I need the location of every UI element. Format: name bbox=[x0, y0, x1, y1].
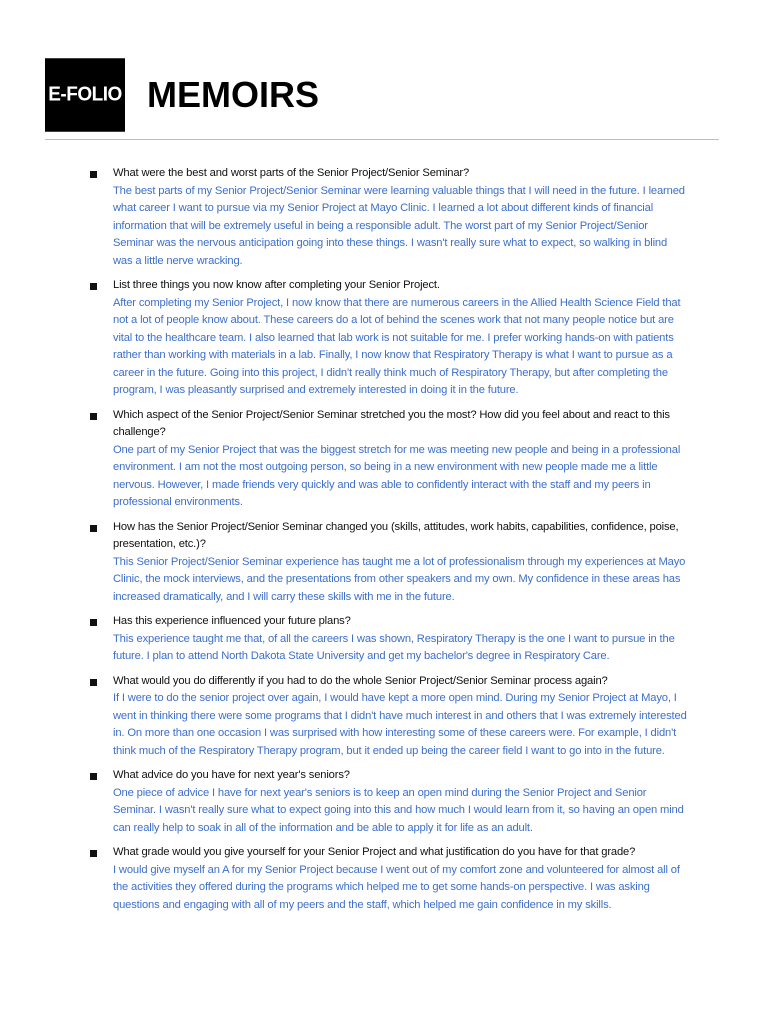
qa-item bbox=[88, 673, 688, 761]
question-text: What grade would you give yourself for your Senior Project and what justification do you have for that grade? bbox=[113, 846, 636, 858]
bullet-square-icon bbox=[90, 525, 97, 532]
qa-item bbox=[88, 613, 688, 666]
answer-text: This Senior Project/Senior Seminar experience has taught me a lot of professionalism through my experiences at Mayo Clinic, the mock interviews, and the presentations from other speakers and my own. My confidence in these areas has increased dramatically, and I will carry these skills with me in the future. bbox=[113, 555, 686, 603]
bullet-square-icon bbox=[90, 773, 97, 780]
qa-item bbox=[88, 165, 688, 270]
question-text: How has the Senior Project/Senior Seminar changed you (skills, attitudes, work habits, capabilities, confidence, poise, presentation, etc.)? bbox=[113, 520, 679, 550]
bullet-square-icon bbox=[90, 413, 97, 420]
efolio-logo: E-FOLIO bbox=[45, 58, 125, 132]
answer-text: The best parts of my Senior Project/Senior Seminar were learning valuable things that I will need in the future. I learned what career I want to pursue via my Senior Project at Mayo Clinic. I learned a lot about different kinds of financial information that will be extremely useful in being a responsible adult. The worst part of my Senior Project/Senior Seminar was the nervous anticipation going into these things. I wasn't really sure what to expect, so walking in blind was a little nerve wracking. bbox=[113, 184, 685, 267]
qa-item bbox=[88, 767, 688, 837]
bullet-square-icon bbox=[90, 679, 97, 686]
answer-text: I would give myself an A for my Senior Project because I went out of my comfort zone and volunteered for almost all of the activities they offered during the programs which helped me to get some hands-on perspective. I was asking questions and engaging with all of my peers and the staff, which helped me gain confidence in my skills. bbox=[113, 863, 680, 911]
header-divider bbox=[45, 139, 719, 140]
answer-text: If I were to do the senior project over again, I would have kept a more open mind. During my Senior Project at Mayo, I went in thinking there were some programs that I didn't have much interest in and others that I was extremely interested in. On more than one occasion I was surprised with how interesting some of these careers were. For example, I didn't think much of the Respiratory Therapy program, but it ended up being the career field I want to go into in the future. bbox=[113, 692, 687, 757]
answer-text: This experience taught me that, of all the careers I was shown, Respiratory Therapy is the one I want to pursue in the future. I plan to attend North Dakota State University and get my bachelor's degree in Respiratory Care. bbox=[113, 632, 675, 662]
answer-text: One piece of advice I have for next year's seniors is to keep an open mind during the Senior Project and Senior Seminar. I wasn't really sure what to expect going into this and how much I would learn from it, so having an open mind can really help to soak in all of the information and be able to apply it for life as an adult. bbox=[113, 786, 684, 834]
page-title: MEMOIRS bbox=[147, 74, 320, 115]
answer-text: After completing my Senior Project, I now know that there are numerous careers in the Allied Health Science Field that not a lot of people know about. These careers do a lot of behind the scenes work that not many people notice but are vital to the healthcare team. I also learned that lab work is not suitable for me. I prefer working hands-on with patients rather than working with materials in a lab. Finally, I now know that Respiratory Therapy is what I want to pursue as a career in the future. Going into this project, I didn't really think much of Respiratory Therapy, but after completing the program, I was pleasantly surprised and extremely interested in doing it in the future. bbox=[113, 296, 681, 396]
question-text: List three things you now know after completing your Senior Project. bbox=[113, 279, 440, 291]
bullet-square-icon bbox=[90, 619, 97, 626]
question-text: What would you do differently if you had to do the whole Senior Project/Senior Seminar process again? bbox=[113, 674, 608, 687]
page-header bbox=[45, 60, 319, 130]
qa-item bbox=[88, 407, 688, 512]
question-text: What advice do you have for next year's seniors? bbox=[113, 769, 350, 781]
bullet-square-icon bbox=[90, 171, 97, 178]
bullet-square-icon bbox=[90, 850, 97, 857]
question-text: Has this experience influenced your future plans? bbox=[113, 615, 351, 627]
qa-item bbox=[88, 277, 688, 400]
qa-item bbox=[88, 519, 688, 607]
question-text: What were the best and worst parts of the Senior Project/Senior Seminar? bbox=[113, 167, 470, 179]
question-text: Which aspect of the Senior Project/Senior Seminar stretched you the most? How did you feel about and react to this challenge? bbox=[113, 408, 670, 438]
bullet-square-icon bbox=[90, 283, 97, 290]
answer-text: One part of my Senior Project that was the biggest stretch for me was meeting new people and being in a professional environment. I am not the most outgoing person, so being in a new environment with new people made me a little nervous. However, I made friends very quickly and was able to confidently interact with the staff and my peers in professional environments. bbox=[113, 443, 681, 508]
qa-list bbox=[88, 165, 688, 921]
qa-item bbox=[88, 844, 688, 914]
